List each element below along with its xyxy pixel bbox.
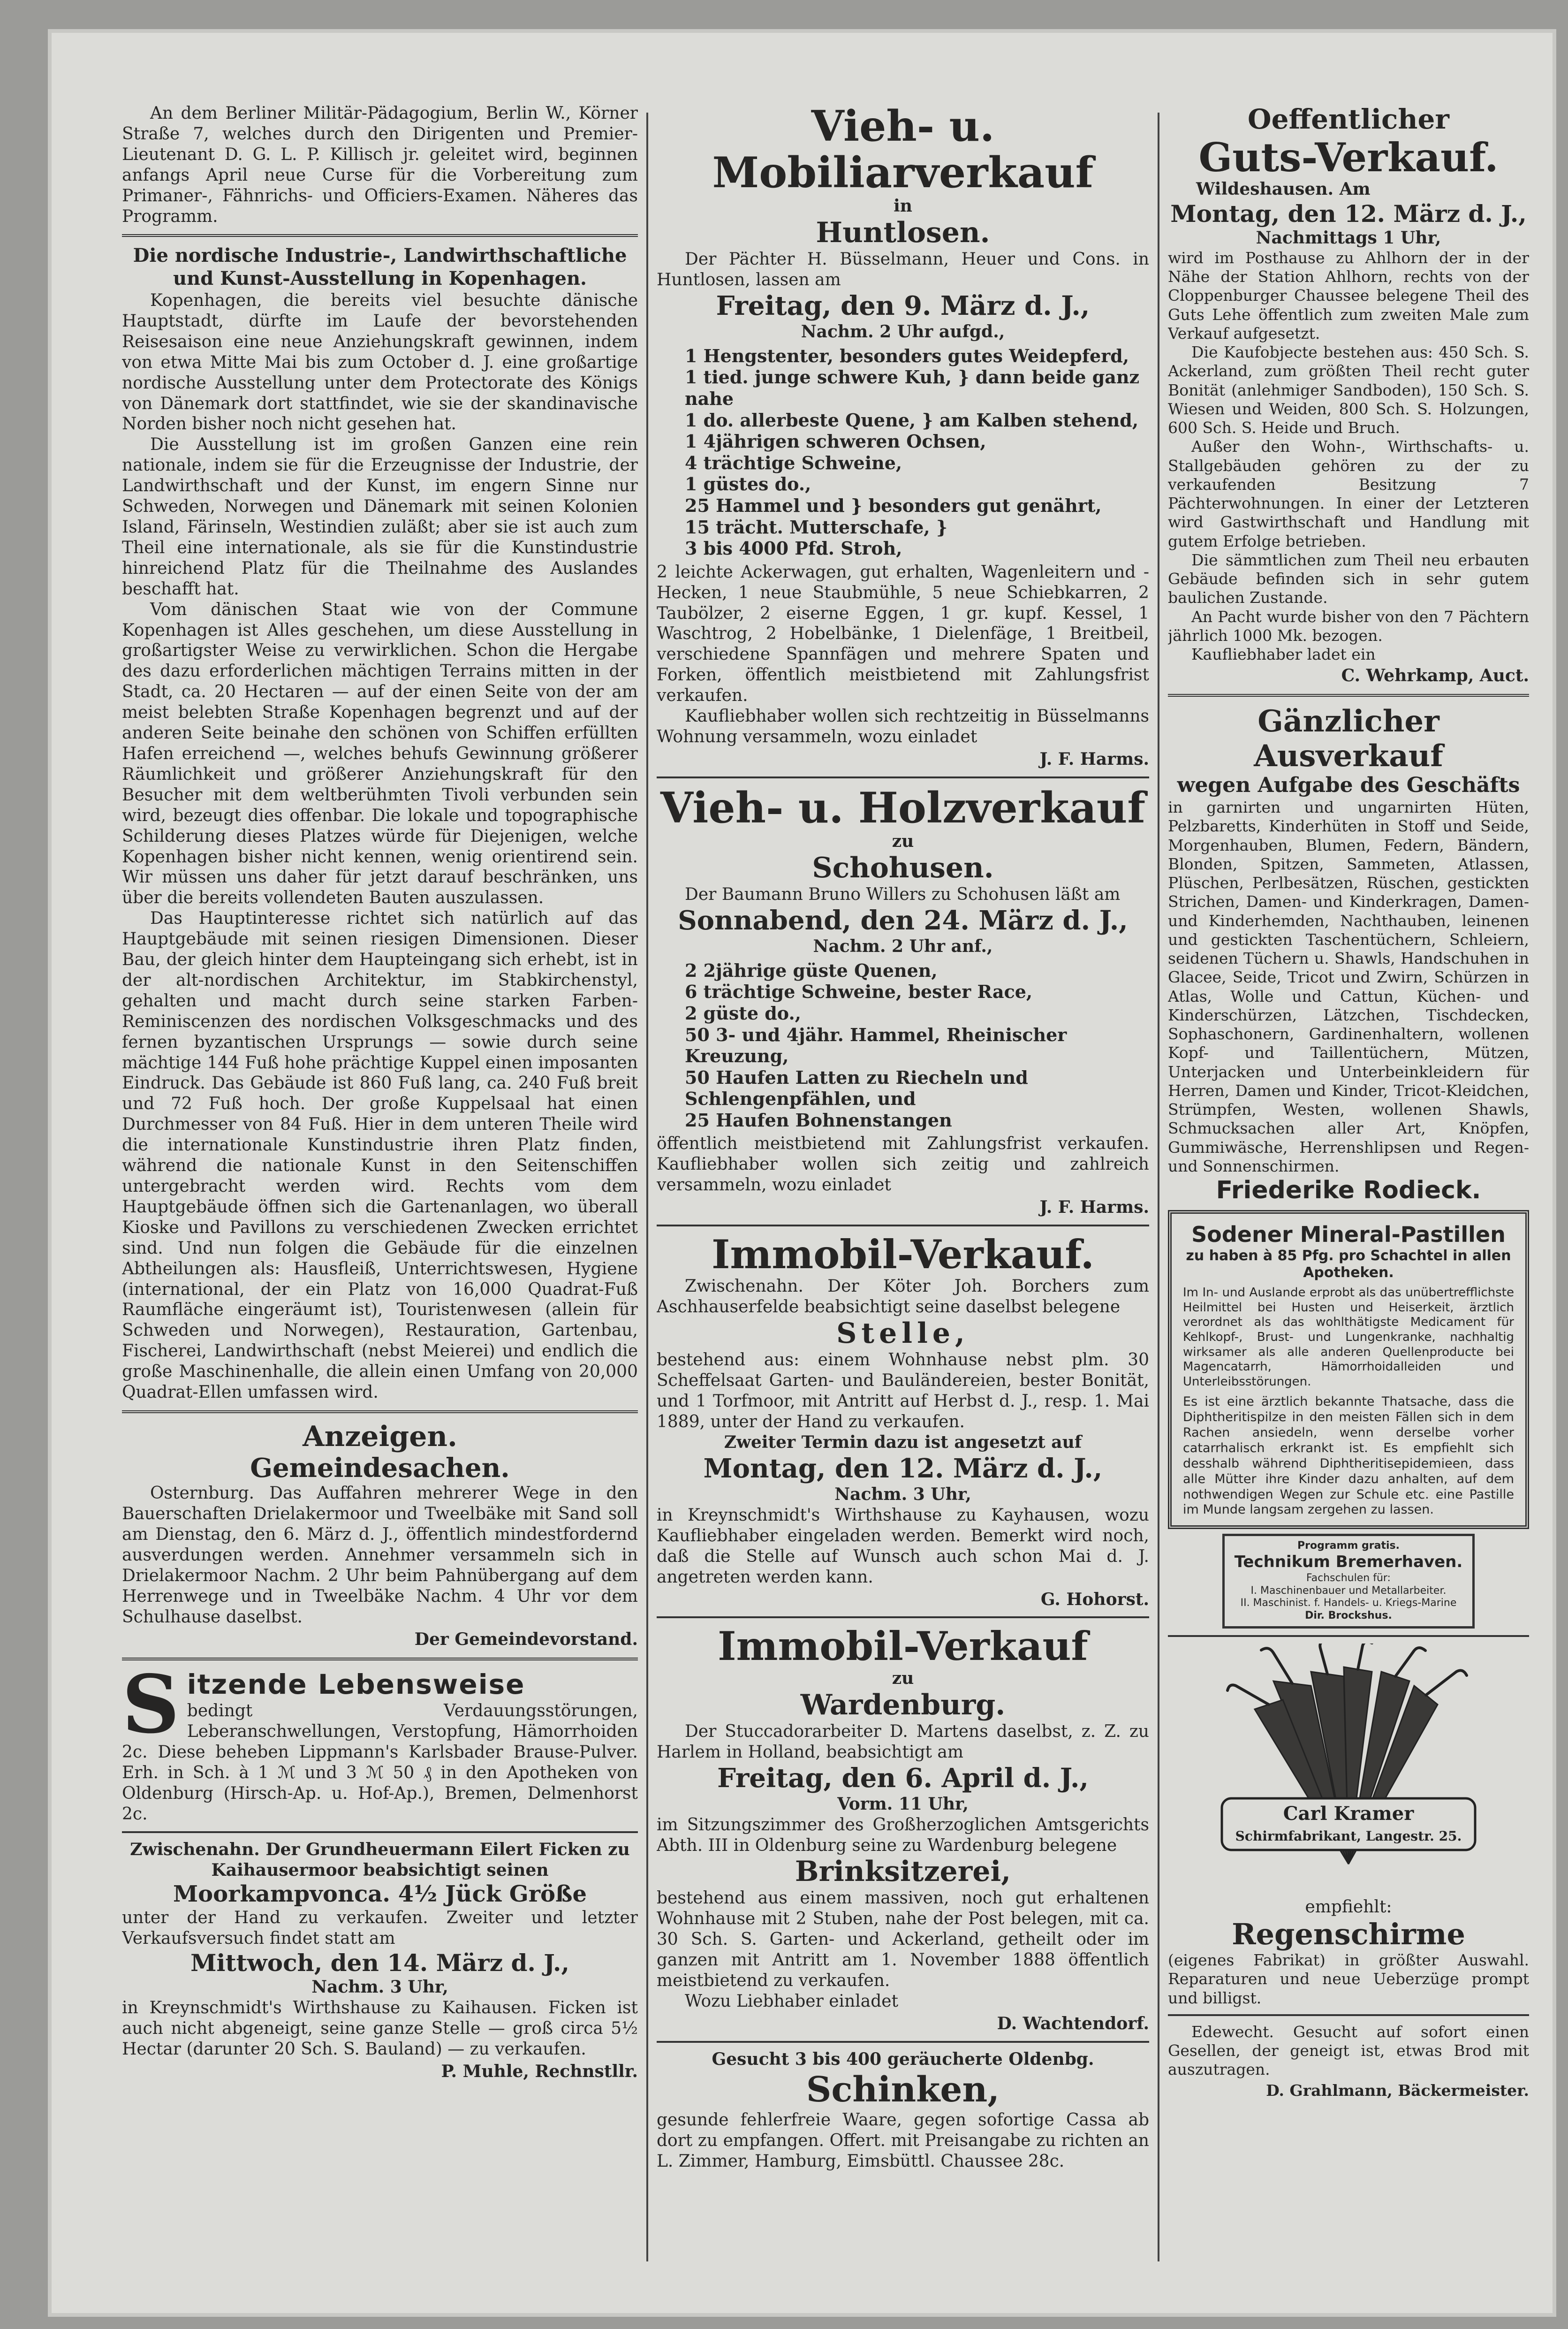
ad-text: bestehend aus einem massiven, noch gut erhaltenen Wohnhause mit 2 Stuben, nahe der Post belegen, mit ca. 30 Sch. S. Garten- und Ackerland, getheilt oder im ganzen mit Antritt am 1. November 1888 öffentlich meistbietend zu verkaufen. [657, 1888, 1149, 1991]
list-item: 1 do. allerbeste Quene, } am Kalben stehend, [685, 409, 1139, 431]
umbrella-ad [1168, 1644, 1529, 1897]
ad-title: Vieh- u. Holzverkauf [660, 783, 1146, 833]
ad-heading-brinksitzerei: Brinksitzerei, [795, 1855, 1011, 1888]
ad-title: Gänzlicher Ausverkauf [1254, 704, 1443, 774]
article-paragraph: Kopenhagen, die bereits viel besuchte dänische Hauptstadt, dürfte im Laufe der bevorstehenden Reisesaison eine neue Anziehungskraft gewinnen, indem von etwa Mitte Mai bis zum October d. J. eine großartige nordische Ausstellung unter dem Protectorate des Königs von Dänemark dort stattfindet, wie sie der skandinavische Norden bisher noch nicht gesehen hat. [122, 291, 638, 434]
ad-heading-stelle: Stelle, [836, 1317, 970, 1350]
umbrella-bundle-illustration [1203, 1644, 1494, 1897]
ad-text: Die Kaufobjecte bestehen aus: 450 Sch. S. Ackerland, zum größten Theil recht guter Bonität (anlehmiger Sandboden), 150 Sch. S. Wiesen und Weiden, 800 Sch. S. Holzungen, 600 Sch. S. Heide und Bruch. [1168, 343, 1529, 437]
list-item: 1 güstes do., [685, 473, 811, 495]
ad-text: bedingt Verdauungsstörungen, Leberanschwellungen, Verstopfung, Hämorrhoiden 2c. Diese beheben Lippmann's Karlsbader Brause-Pulver. Erh. in Sch. à 1 ℳ und 3 ℳ 50 ₰ in den Apotheken von Oldenburg (Hirsch-Ap. u. Hof-Ap.), Bremen, Delmenhorst 2c. [122, 1701, 638, 1824]
ad-signature: J. F. Harms. [1039, 1197, 1149, 1218]
ad-text: Es ist eine ärztlich bekannte Thatsache, dass die Diphtheritispilze in den meisten Fällen sich in dem Rachen ansiedeln, wenn derselbe vorher catarrhalisch erkrankt ist. Es empfiehlt sich desshalb während Diphtheritisepidemieen, dass alle Mütter ihre Kinder dazu anhalten, auf dem nothwendigen Wegen zur Schule etc. eine Pastille im Munde langsam zergehen zu lassen. [1183, 1394, 1514, 1517]
ad-title: Vieh- u. Mobiliarverkauf [712, 103, 1094, 198]
moorkamp-time: Nachm. 3 Uhr, [311, 1977, 448, 1997]
divider [657, 1225, 1149, 1226]
ad-text: im Sitzungszimmer des Großherzoglichen Amtsgerichts Abth. III in Oldenburg seine zu Wardenburg belegene [657, 1815, 1149, 1855]
ad-subtitle: zu haben à 85 Pfg. pro Schachtel in allen Apotheken. [1186, 1247, 1511, 1281]
ad-title: Guts-Verkauf. [1198, 134, 1499, 181]
ad-heading: Gesucht 3 bis 400 geräucherte Oldenbg. [712, 2049, 1094, 2069]
newspaper-page [52, 33, 1553, 2313]
ad-text: Kaufliebhaber ladet ein [1191, 645, 1376, 664]
ad-title: Sodener Mineral-Pastillen [1191, 1221, 1506, 1247]
ad-subtitle: wegen Aufgabe des Geschäfts [1177, 773, 1520, 798]
ad-signature: J. F. Harms. [1039, 749, 1149, 769]
ad-text: (eigenes Fabrikat) in größter Auswahl. Reparaturen und neue Ueberzüge prompt und billigst. [1168, 1951, 1529, 2007]
ad-text: Im In- und Auslande erprobt als das unübertrefflichste Heilmittel bei Husten und Heiserkeit, ärztlich verordnet als das wohlthätigste Medicament für Kehlkopf-, Brust- und Lungenkranke, nachhaltig wirksamer als alle anderen Quellenproducte bei Magencatarrh, Hämorrhoidalleiden und Unterleibsstörungen. [1183, 1285, 1514, 1389]
column-left [122, 103, 638, 2276]
drop-cap: S [122, 1657, 180, 1751]
ad-text: empfiehlt: [1305, 1897, 1392, 1917]
list-item: 6 trächtige Schweine, bester Race, [685, 981, 1033, 1003]
divider [1168, 2014, 1529, 2016]
divider [122, 1831, 638, 1833]
ad-text: Die sämmtlichen zum Theil neu erbauten Gebäude befinden sich in sehr gutem baulichen Zustande. [1168, 550, 1529, 607]
banner-text: Schirmfabrikant, Langestr. 25. [1235, 1828, 1462, 1844]
list-item: 50 3- und 4jähr. Hammel, Rheinischer Kreuzung, [685, 1024, 1067, 1067]
ad-signature: D. Grahlmann, Bäckermeister. [1266, 2081, 1529, 2100]
divider [122, 1658, 638, 1660]
ad-item-list [685, 345, 1149, 559]
article-paragraph: Das Hauptinteresse richtet sich natürlich auf das Hauptgebäude mit seinen riesigen Dimensionen. Dieser Bau, der gleich hinter dem Haupteingang sich erhebt, ist in der alt-nordischen Architektur, im Stabkirchenstyl, gehalten und macht durch seine starken Farben-Reminiscenzen des nordischen Volksgeschmacks und des fernen byzantischen Ursprungs — sowie durch seine mächtige 144 Fuß hohe prächtige Kuppel einen imposanten Eindruck. Das Gebäude ist 860 Fuß lang, ca. 240 Fuß breit und 72 Fuß hoch. Der große Kuppelsaal hat einen Durchmesser von 84 Fuß. Hier in dem unteren Theile wird die internationale Kunstindustrie ihren Platz finden, während die nationale Kunst in den Seitenschiffen untergebracht werden wird. Rechts vom dem Hauptgebäude öffnen sich die Gartenanlagen, wo überall Kioske und Pavillons zu verschiedenen Zwecken errichtet sind. Und nun folgen die Gebäude für die einzelnen Abtheilungen als: Hausfleiß, Unterrichtswesen, Hygiene (international, der ein Platz von 16,000 Quadrat-Fuß Raumfläche eingeräumt ist), Touristenwesen (allein für Schweden und Norwegen), Restauration, Gartenbau, Fischerei, Landwirthschaft (nebst Meierei) und endlich die große Maschinenhalle, die allein einen Umfang von 20,000 Quadrat-Ellen umfassen wird. [122, 909, 638, 1402]
ad-text: Der Pächter H. Büsselmann, Heuer und Cons. in Huntlosen, lassen am [657, 249, 1149, 289]
ad-time: Nachm. 2 Uhr anf., [813, 936, 993, 956]
ad-time: Nachm. 3 Uhr, [834, 1484, 971, 1505]
ad-text: Kaufliebhaber wollen sich rechtzeitig in Büsselmanns Wohnung versammeln, wozu einladet [657, 707, 1149, 746]
sitzende-lebensweise-ad [122, 1657, 638, 1825]
column-right [1168, 103, 1529, 2276]
list-item: 1 4jährigen schweren Ochsen, [685, 431, 986, 452]
banner-name: Carl Kramer [1283, 1803, 1414, 1825]
ad-text: 2 leichte Ackerwagen, gut erhalten, Wagenleitern und -Hecken, 1 neue Staubmühle, 5 neue Schiebkarren, 2 Taubölzer, 2 eiserne Eggen, 1 gr. kupf. Kessel, 1 Waschtrog, 2 Hobelbänke, 1 Dielenfäge, 1 Breitbeil, verschiedene Spannfägen und mehrere Spaten und Forken, öffentlich meistbietend mit Zahlungsfrist verkaufen. [657, 562, 1149, 706]
list-item: 1 Hengstenter, besonders gutes Weidepferd, [685, 345, 1129, 366]
ad-text: Wozu Liebhaber einladet [685, 1992, 899, 2011]
ad-place: Wardenburg. [800, 1688, 1006, 1721]
section-heading-anzeigen: Anzeigen. [303, 1420, 457, 1453]
column-rule [646, 113, 648, 2261]
article-paragraph: Die Ausstellung ist im großen Ganzen eine rein nationale, indem sie für die Erzeugnisse der Industrie, der Landwirthschaft und der Kunst, im engern Sinne nur Schweden, Norwegen und Dänemark mit seinen Kolonien Island, Färinseln, Westindien zuläßt; aber sie ist auch zum Theil eine internationale, als sie für die Kunstindustrie hinreichend Platz für die Theilnahme des Auslandes beschafft hat. [122, 435, 638, 599]
ad-text: bestehend aus: einem Wohnhause nebst plm. 30 Scheffelsaat Garten- und Bauländereien, bester Bonität, und 1 Torfmoor, mit Antritt auf Herbst d. J., resp. 1. Mai 1889, unter der Hand zu verkaufen. [657, 1350, 1149, 1432]
ad-date: Montag, den 12. März d. J., [703, 1453, 1103, 1484]
section-heading-gemeindesachen: Gemeindesachen. [250, 1452, 510, 1484]
technikum-ad-box [1222, 1534, 1475, 1629]
divider [1168, 694, 1529, 697]
divider [657, 2041, 1149, 2043]
article-title: Die nordische Industrie-, Landwirthschaftliche und Kunst-Ausstellung in Kopenhagen. [133, 244, 627, 290]
ad-title: Regenschirme [1232, 1917, 1465, 1951]
ad-preposition: in [894, 196, 912, 216]
militaer-paedagogium-notice: An dem Berliner Militär-Pädagogium, Berlin W., Körner Straße 7, welches durch den Dirigenten und Premier-Lieutenant D. G. L. P. Killisch jr. geleitet wird, beginnen anfangs April neue Curse für die Vorbereitung zum Primaner-, Fähnrichs- und Officiers-Examen. Näheres das Programm. [122, 104, 638, 226]
ad-date: Freitag, den 9. März d. J., [716, 290, 1090, 321]
ad-text: Wildeshausen. Am [1196, 179, 1371, 199]
ad-text: wird im Posthause zu Ahlhorn der in der Nähe der Station Ahlhorn, rechts von der Cloppenburger Chaussee belegene Theil des Guts Lehe öffentlich zum zweiten Male zum Verkauf aufgesetzt. [1168, 248, 1529, 342]
column-middle [657, 103, 1149, 2276]
list-item: 2 2jährige güste Quenen, [685, 959, 938, 981]
ad-text: Zwischenahn. Der Köter Joh. Borchers zum Aschhauserfelde beabsichtigt seine daselbst belegene [657, 1277, 1149, 1317]
ad-item-list [685, 960, 1149, 1131]
ad-signature: D. Wachtendorf. [997, 2013, 1149, 2033]
ad-date: Montag, den 12. März d. J., [1170, 199, 1527, 228]
divider [122, 1410, 638, 1413]
ad-signature: C. Wehrkamp, Auct. [1341, 666, 1529, 686]
ad-title: itzende Lebensweise [187, 1668, 525, 1700]
ad-text: II. Maschinist. f. Handels- u. Kriegs-Marine [1240, 1597, 1457, 1609]
ad-time: Nachm. 2 Uhr aufgd., [801, 321, 1005, 342]
list-item: 4 trächtige Schweine, [685, 452, 902, 473]
ad-signature: G. Hohorst. [1040, 1589, 1149, 1609]
moorkamp-text: unter der Hand zu verkaufen. Zweiter und letzter Verkaufsversuch findet statt am [122, 1908, 638, 1948]
list-item: 25 Hammel und } besonders gut genährt, [685, 495, 1102, 516]
list-item: 15 trächt. Mutterschafe, } [685, 516, 948, 538]
moorkamp-signature: P. Muhle, Rechnstllr. [441, 2061, 638, 2081]
divider [657, 776, 1149, 778]
ad-text: in garnirten und ungarnirten Hüten, Pelzbaretts, Kinderhüten in Stoff und Seide, Morgenhauben, Blumen, Federn, Bändern, Blonden, Spitzen, Sammeten, Atlassen, Plüschen, Perlbesätzen, Rüschen, gestickten Strichen, Damen- und Kinderkragen, Damen- und Kinderhemden, Nachthauben, leinenen und gestickten Taschentüchern, Schleiern, seidenen Tüchern u. Shawls, Handschuhen in Glacee, Seide, Tricot und Zwirn, Schürzen in Atlas, Wolle und Cattun, Küchen- und Kinderschürzen, Lätzchen, Tischdecken, Sophaschonern, Gardinenhaltern, wollenen Kopf- und Taillentüchern, Mützen, Unterjacken und Unterbeinkleidern für Herren, Damen und Kinder, Tricot-Kleidchen, Strümpfen, Westen, wollenen Shawls, Schmucksachen aller Art, Knöpfen, Gummiwäsche, Herrenshlipsen und Regen- und Sonnenschirmen. [1168, 798, 1529, 1175]
ad-time: Nachmittags 1 Uhr, [1256, 228, 1441, 248]
ad-pretitle: Oeffentlicher [1248, 103, 1449, 135]
ad-place: Schohusen. [812, 851, 994, 884]
ad-preposition: zu [892, 831, 914, 851]
ad-text: Der Baumann Bruno Willers zu Schohusen läßt am [685, 884, 1121, 904]
ad-title-schinken: Schinken, [806, 2069, 1000, 2110]
divider [1168, 1635, 1529, 1637]
ad-date: Sonnabend, den 24. März d. J., [678, 905, 1128, 936]
ad-title: Technikum Bremerhaven. [1234, 1553, 1463, 1572]
ad-preposition: zu [892, 1668, 914, 1688]
ad-signature-rodieck: Friederike Rodieck. [1216, 1176, 1481, 1205]
moorkamp-heading: Zwischenahn. Der Grundheuermann Eilert Ficken zu Kaihausermoor beabsichtigt seinen [130, 1839, 630, 1880]
ad-text: I. Maschinenbauer und Metallarbeiter. [1250, 1584, 1447, 1597]
ad-note: Programm gratis. [1297, 1540, 1400, 1552]
ad-title: Immobil-Verkauf [718, 1623, 1088, 1670]
list-item: 25 Haufen Bohnenstangen [685, 1109, 952, 1131]
ad-text: in Kreynschmidt's Wirthshause zu Kayhausen, wozu Kaufliebhaber eingeladen werden. Bemerkt wird noch, daß die Stelle auf Wunsch auch schon Mai d. J. angetreten werden kann. [657, 1505, 1149, 1587]
moorkamp-text: in Kreynschmidt's Wirthshause zu Kaihausen. Ficken ist auch nicht abgeneigt, seine ganze Stelle — groß circa 5½ Hectar (darunter 20 Sch. S. Bauland) — zu verkaufen. [122, 1998, 638, 2059]
moorkamp-title: Moorkampvonca. 4½ Jück Größe [173, 1880, 587, 1907]
column-rule [1158, 113, 1159, 2261]
ad-time: Vorm. 11 Uhr, [837, 1794, 969, 1814]
ad-note: Dir. Brockshus. [1305, 1610, 1392, 1622]
ad-text: öffentlich meistbietend mit Zahlungsfrist verkaufen. Kaufliebhaber wollen sich zeitig und zahlreich versammeln, wozu einladet [657, 1134, 1149, 1195]
ad-text: Zweiter Termin dazu ist angesetzt auf [724, 1432, 1082, 1452]
ad-text: Fachschulen für: [1306, 1572, 1391, 1584]
gemeinde-notice: Osternburg. Das Auffahren mehrerer Wege in den Bauerschaften Drielakermoor und Tweelbäke mit Sand soll am Dienstag, den 6. März d. J., öffentlich mindestfordernd ausverdungen werden. Annehmer versammeln sich in Drielakermoor Nachm. 2 Uhr beim Pahnübergang auf dem Herrenwege und in Tweelbäke Nachm. 4 Uhr vor dem Schulhause daselbst. [122, 1484, 638, 1627]
article-paragraph: Vom dänischen Staat wie von der Commune Kopenhagen ist Alles geschehen, um diese Ausstellung in großartigster Weise zu verwirklichen. Schon die Hergabe des dazu erforderlichen mächtigen Terrains mitten in der Stadt, ca. 20 Hectaren — auf der einen Seite von der am meist belebten Straße Kopenhagen begrenzt und auf der anderen Seite beinahe den schönen von Schiffen erfüllten Hafen erreichend —, welches behufs Gewinnung größerer Räumlichkeit und größerer Anziehungskraft für den Besucher mit dem weltberühmten Tivoli verbunden sein wird, bezeugt dies offenbar. Die lokale und topographische Schilderung dieses Platzes würde für Diejenigen, welche Kopenhagen bisher nicht kennen, wenig orientirend sein. Wir müssen uns daher für jetzt darauf beschränken, uns über die bereits vollendeten Bauten auszulassen. [122, 600, 638, 908]
gemeinde-signature: Der Gemeindevorstand. [414, 1629, 638, 1649]
pastillen-ad-box [1168, 1210, 1529, 1530]
ad-text: An Pacht wurde bisher von den 7 Pächtern jährlich 1000 Mk. bezogen. [1168, 607, 1529, 645]
ad-date: Freitag, den 6. April d. J., [717, 1762, 1089, 1794]
ad-place: Huntlosen. [816, 216, 990, 249]
list-item: 50 Haufen Latten zu Riecheln und Schlengenpfählen, und [685, 1066, 1028, 1110]
ad-title: Immobil-Verkauf. [712, 1231, 1094, 1278]
list-item: 1 tied. junge schwere Kuh, } dann beide ganz nahe [685, 366, 1140, 409]
divider [122, 234, 638, 237]
list-item: 2 güste do., [685, 1002, 801, 1024]
ad-text: Außer den Wohn-, Wirthschafts- u. Stallgebäuden gehören zu der zu verkaufenden Besitzung 7 Pächterwohnungen. In einer der Letzteren wird Gastwirthschaft und Handlung mit gutem Erfolge betrieben. [1168, 437, 1529, 550]
divider [657, 1616, 1149, 1618]
ad-text: gesunde fehlerfreie Waare, gegen sofortige Cassa ab dort zu empfangen. Offert. mit Preisangabe zu richten an L. Zimmer, Hamburg, Eimsbüttl. Chaussee 28c. [657, 2110, 1149, 2171]
ad-text: Der Stuccadorarbeiter D. Martens daselbst, z. Z. zu Harlem in Holland, beabsichtigt am [657, 1721, 1149, 1762]
list-item: 3 bis 4000 Pfd. Stroh, [685, 538, 902, 559]
moorkamp-date: Mittwoch, den 14. März d. J., [190, 1949, 569, 1977]
ad-text: Edewecht. Gesucht auf sofort einen Gesellen, der geneigt ist, etwas Brod mit auszutragen. [1168, 2022, 1529, 2079]
